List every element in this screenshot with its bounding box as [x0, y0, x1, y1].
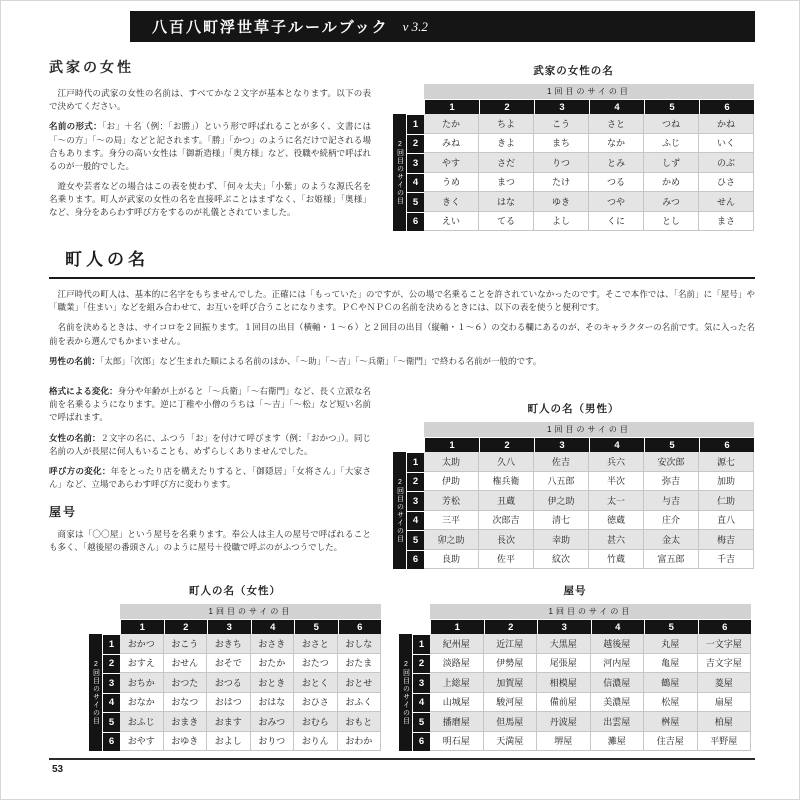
- dice-cell: くに: [589, 212, 644, 232]
- row-die-1: 1: [406, 114, 424, 134]
- dice-cell: たか: [424, 114, 479, 134]
- dice-cell: おそで: [207, 654, 251, 674]
- dice-cell: おはな: [251, 693, 295, 713]
- paragraph-text: 「太郎」「次郎」など生まれた順による名前のほか、「〜助」「〜吉」「〜兵衛」「〜衛門」で終わる名前が一般的です。: [100, 355, 542, 366]
- dice-cell: 近江屋: [484, 634, 538, 654]
- paragraph: 江戸時代の武家の女性の名前は、すべてかな２文字が基本となります。以下の表で決めてください。: [49, 88, 371, 112]
- column-die-6: 6: [338, 619, 382, 634]
- dice-cell: おしな: [338, 634, 382, 654]
- dice-cell: おはつ: [207, 693, 251, 713]
- dice-cell: およし: [207, 732, 251, 752]
- dice-cell: 伊勢屋: [484, 654, 538, 674]
- dice-table: [399, 604, 751, 751]
- column-die-2: 2: [479, 99, 534, 114]
- dice-cell: 菱屋: [698, 673, 752, 693]
- column-die-5: 5: [644, 99, 699, 114]
- dice-cell: 佐平: [479, 550, 534, 570]
- dice-cell: いく: [699, 134, 754, 154]
- dice-table: [393, 84, 754, 231]
- dice-cell: きよ: [479, 134, 534, 154]
- dice-cell: 伊助: [424, 472, 479, 492]
- dice-cell: 源七: [699, 452, 754, 472]
- column-die-1: 1: [430, 619, 484, 634]
- table-title: 屋号: [563, 585, 587, 597]
- dice-cell: おたま: [338, 654, 382, 674]
- row-die-2: 2: [406, 472, 424, 492]
- section-chonin-names: [49, 245, 755, 375]
- paragraph: 遊女や芸者などの場合はこの表を使わず、「何々太夫」「小紫」のような源氏名を名乗ります。町人が武家の女性の名を直接呼ぶことはまずなく、「お姫様」「奥様」など、身分をあらわす呼び方をするのが礼儀とされていました。: [49, 181, 371, 218]
- dice-cell: 越後屋: [591, 634, 645, 654]
- dice-cell: おたか: [251, 654, 295, 674]
- dice-cell: よし: [534, 212, 589, 232]
- dice-cell: 明石屋: [430, 732, 484, 752]
- dice-cell: おきち: [207, 634, 251, 654]
- dice-cell: おもと: [338, 712, 382, 732]
- dice-cell: 堺屋: [537, 732, 591, 752]
- dice-cell: てる: [479, 212, 534, 232]
- paragraph: [49, 465, 371, 491]
- dice-cell: 半次: [589, 472, 644, 492]
- dice-cell: 亀屋: [644, 654, 698, 674]
- dice-cell: みつ: [644, 192, 699, 212]
- dice-cell: おつた: [164, 673, 208, 693]
- paragraph-label: 女性の名前：: [49, 432, 101, 443]
- second-roll-header: 2回目のサイの目: [399, 634, 412, 751]
- column-die-6: 6: [699, 99, 754, 114]
- table-title: 町人の名（男性）: [527, 403, 620, 415]
- dice-cell: まち: [534, 134, 589, 154]
- column-die-3: 3: [534, 437, 589, 452]
- paragraph-label: 格式による変化：: [49, 386, 118, 396]
- row-die-4: 4: [102, 693, 120, 713]
- dice-cell: おやす: [120, 732, 164, 752]
- dice-cell: 佐吉: [534, 452, 589, 472]
- dice-table: [393, 422, 754, 569]
- dice-cell: おむら: [294, 712, 338, 732]
- second-roll-header: 2回目のサイの目: [393, 452, 406, 569]
- dice-cell: おちか: [120, 673, 164, 693]
- dice-cell: 八五郎: [534, 472, 589, 492]
- dice-cell: 天満屋: [484, 732, 538, 752]
- dice-cell: おりん: [294, 732, 338, 752]
- dice-cell: 三平: [424, 511, 479, 531]
- paragraph-text: ２文字の名に、ふつう「お」を付けて呼びます（例：「おかつ」）。同じ名前の人が長屋に何人もいることも、めずらしくありませんでした。: [49, 432, 371, 456]
- dice-cell: 伊之助: [534, 491, 589, 511]
- table-corner: [393, 99, 424, 114]
- column-die-5: 5: [644, 619, 698, 634]
- table-buke-women-names: [393, 63, 754, 231]
- row-die-6: 6: [406, 212, 424, 232]
- dice-cell: しず: [644, 153, 699, 173]
- table-corner: [399, 619, 430, 634]
- dice-cell: 良助: [424, 550, 479, 570]
- dice-cell: 丑蔵: [479, 491, 534, 511]
- dice-cell: ゆき: [534, 192, 589, 212]
- row-die-2: 2: [102, 654, 120, 674]
- dice-cell: 次郎吉: [479, 511, 534, 531]
- dice-cell: 平野屋: [698, 732, 752, 752]
- dice-cell: おゆき: [164, 732, 208, 752]
- dice-cell: 駿河屋: [484, 693, 538, 713]
- dice-cell: まさ: [699, 212, 754, 232]
- row-die-3: 3: [102, 673, 120, 693]
- row-die-3: 3: [412, 673, 430, 693]
- section-chonin-left-column: [49, 385, 371, 562]
- row-die-6: 6: [102, 732, 120, 752]
- dice-cell: おみつ: [251, 712, 295, 732]
- column-die-3: 3: [537, 619, 591, 634]
- dice-cell: おふく: [338, 693, 382, 713]
- dice-cell: のぶ: [699, 153, 754, 173]
- dice-cell: 尾張屋: [537, 654, 591, 674]
- dice-cell: 河内屋: [591, 654, 645, 674]
- table-title: 町人の名（女性）: [189, 585, 281, 597]
- dice-cell: 出雲屋: [591, 712, 645, 732]
- dice-cell: 金太: [644, 530, 699, 550]
- dice-cell: おさと: [294, 634, 338, 654]
- dice-cell: とし: [644, 212, 699, 232]
- dice-cell: 柏屋: [698, 712, 752, 732]
- dice-cell: おなか: [120, 693, 164, 713]
- row-die-5: 5: [406, 192, 424, 212]
- first-roll-header: 1回目のサイの目: [430, 604, 751, 619]
- dice-cell: かね: [699, 114, 754, 134]
- dice-cell: 一文字屋: [698, 634, 752, 654]
- dice-cell: 大黒屋: [537, 634, 591, 654]
- dice-cell: 幸助: [534, 530, 589, 550]
- dice-cell: かめ: [644, 173, 699, 193]
- dice-cell: おさき: [251, 634, 295, 654]
- table-title: 武家の女性の名: [533, 65, 614, 77]
- paragraph: 江戸時代の町人は、基本的に名字をもちませんでした。正確には「もっていた」のですが、公の場で名乗ることを許されていなかったのです。そこで本作では、「名前」に「屋号」や「職業」「住まい」などを組み合わせて、お互いを呼び合うことになります。ＰＣやＮＰＣの名前を決めるときには、以下の表を使うと便利です。: [49, 289, 755, 313]
- column-die-4: 4: [251, 619, 295, 634]
- dice-cell: たけ: [534, 173, 589, 193]
- row-die-2: 2: [406, 134, 424, 154]
- dice-cell: 淡路屋: [430, 654, 484, 674]
- column-die-2: 2: [164, 619, 208, 634]
- dice-cell: やす: [424, 153, 479, 173]
- dice-cell: 上総屋: [430, 673, 484, 693]
- table-corner: [89, 604, 120, 619]
- dice-cell: 鶴屋: [644, 673, 698, 693]
- dice-cell: 仁助: [699, 491, 754, 511]
- dice-cell: つる: [589, 173, 644, 193]
- row-die-4: 4: [406, 511, 424, 531]
- column-die-2: 2: [484, 619, 538, 634]
- row-die-3: 3: [406, 491, 424, 511]
- dice-cell: とみ: [589, 153, 644, 173]
- row-die-6: 6: [406, 550, 424, 570]
- dice-cell: 松屋: [644, 693, 698, 713]
- dice-cell: 桝屋: [644, 712, 698, 732]
- row-die-2: 2: [412, 654, 430, 674]
- dice-cell: ひさ: [699, 173, 754, 193]
- dice-cell: おわか: [338, 732, 382, 752]
- dice-cell: 安次郎: [644, 452, 699, 472]
- row-die-1: 1: [102, 634, 120, 654]
- dice-cell: 丸屋: [644, 634, 698, 654]
- row-die-1: 1: [406, 452, 424, 472]
- heading-yago: 屋号: [49, 505, 78, 520]
- table-yago: [399, 583, 751, 751]
- dice-cell: 長次: [479, 530, 534, 550]
- dice-cell: おたつ: [294, 654, 338, 674]
- paragraph: 商家は「〇〇屋」という屋号を名乗ります。奉公人は主人の屋号で呼ばれることも多く、「越後屋の番頭さん」のように屋号＋役職で呼ぶのがふつうでした。: [49, 529, 371, 553]
- column-die-4: 4: [589, 99, 644, 114]
- dice-cell: 庄介: [644, 511, 699, 531]
- row-die-1: 1: [412, 634, 430, 654]
- column-die-5: 5: [294, 619, 338, 634]
- column-die-2: 2: [479, 437, 534, 452]
- dice-cell: うめ: [424, 173, 479, 193]
- dice-cell: りつ: [534, 153, 589, 173]
- dice-cell: 清七: [534, 511, 589, 531]
- first-roll-header: 1回目のサイの目: [424, 84, 754, 99]
- dice-cell: さと: [589, 114, 644, 134]
- dice-cell: おとせ: [338, 673, 382, 693]
- heading-buke-women: 武家の女性: [49, 59, 134, 75]
- footer-rule: [49, 758, 755, 760]
- column-die-1: 1: [424, 437, 479, 452]
- paragraph-label: 呼び方の変化：: [49, 465, 111, 476]
- dice-cell: おりつ: [251, 732, 295, 752]
- row-die-5: 5: [102, 712, 120, 732]
- dice-cell: 富五郎: [644, 550, 699, 570]
- column-die-5: 5: [644, 437, 699, 452]
- first-roll-header: 1回目のサイの目: [424, 422, 754, 437]
- dice-cell: おなつ: [164, 693, 208, 713]
- dice-cell: 扇屋: [698, 693, 752, 713]
- row-die-3: 3: [406, 153, 424, 173]
- dice-cell: 与吉: [644, 491, 699, 511]
- dice-cell: 直八: [699, 511, 754, 531]
- first-roll-header: 1回目のサイの目: [120, 604, 381, 619]
- paragraph-text: 「お」＋名（例：「お勝」）という形で呼ばれることが多く、文書には「〜の方」「〜の局」などと記されます。「勝」「かつ」のように名だけで記される場合もあります。身分の高い女性は「御新造様」「奥方様」など、役職や続柄で呼ばれるのが一般的でした。: [49, 121, 371, 171]
- dice-cell: おまき: [164, 712, 208, 732]
- row-die-4: 4: [412, 693, 430, 713]
- dice-cell: 竹蔵: [589, 550, 644, 570]
- dice-cell: 吉文字屋: [698, 654, 752, 674]
- row-die-4: 4: [406, 173, 424, 193]
- dice-cell: はな: [479, 192, 534, 212]
- table-chonin-male-names: [393, 401, 754, 569]
- dice-cell: なか: [589, 134, 644, 154]
- table-chonin-female-names: [89, 583, 381, 751]
- dice-cell: おすえ: [120, 654, 164, 674]
- column-die-4: 4: [591, 619, 645, 634]
- dice-cell: おせん: [164, 654, 208, 674]
- dice-cell: おかつ: [120, 634, 164, 654]
- dice-cell: 但馬屋: [484, 712, 538, 732]
- dice-cell: せん: [699, 192, 754, 212]
- second-roll-header: 2回目のサイの目: [89, 634, 102, 751]
- paragraph: 名前を決めるときは、サイコロを２回振ります。１回目の出目（横軸・１〜６）と２回目の出目（縦軸・１〜６）の交わる欄にあるのが、そのキャラクターの名前です。気に入った名前を表から選んでもかまいません。: [49, 322, 755, 346]
- dice-cell: みね: [424, 134, 479, 154]
- column-die-3: 3: [207, 619, 251, 634]
- table-corner: [399, 604, 430, 619]
- dice-cell: ちよ: [479, 114, 534, 134]
- dice-cell: ふじ: [644, 134, 699, 154]
- heading-chonin-names: 町人の名: [49, 245, 755, 279]
- dice-cell: 住吉屋: [644, 732, 698, 752]
- dice-cell: 加助: [699, 472, 754, 492]
- paragraph-label: 名前の形式：: [49, 121, 102, 132]
- page-number: 53: [52, 764, 64, 775]
- column-die-6: 6: [699, 437, 754, 452]
- dice-cell: えい: [424, 212, 479, 232]
- dice-cell: こう: [534, 114, 589, 134]
- dice-cell: 徳蔵: [589, 511, 644, 531]
- dice-cell: きく: [424, 192, 479, 212]
- dice-cell: 美濃屋: [591, 693, 645, 713]
- column-die-1: 1: [424, 99, 479, 114]
- dice-cell: 灘屋: [591, 732, 645, 752]
- dice-cell: 備前屋: [537, 693, 591, 713]
- dice-cell: 久八: [479, 452, 534, 472]
- paragraph: [49, 385, 371, 425]
- dice-cell: おつる: [207, 673, 251, 693]
- dice-cell: おとき: [251, 673, 295, 693]
- dice-cell: おとく: [294, 673, 338, 693]
- dice-cell: 卯之助: [424, 530, 479, 550]
- dice-cell: 千吉: [699, 550, 754, 570]
- section-buke-women: [49, 57, 371, 227]
- paragraph-label: 男性の名前：: [49, 355, 101, 366]
- dice-cell: 丹波屋: [537, 712, 591, 732]
- dice-cell: 信濃屋: [591, 673, 645, 693]
- dice-cell: 甚六: [589, 530, 644, 550]
- dice-cell: 播磨屋: [430, 712, 484, 732]
- dice-cell: 山城屋: [430, 693, 484, 713]
- column-die-1: 1: [120, 619, 164, 634]
- table-corner: [393, 437, 424, 452]
- book-version: v 3.2: [402, 18, 428, 34]
- dice-cell: 加賀屋: [484, 673, 538, 693]
- dice-cell: 紀州屋: [430, 634, 484, 654]
- second-roll-header: 2回目のサイの目: [393, 114, 406, 231]
- dice-cell: 紋次: [534, 550, 589, 570]
- dice-cell: つや: [589, 192, 644, 212]
- dice-cell: 弥吉: [644, 472, 699, 492]
- paragraph: [49, 432, 371, 458]
- dice-cell: 梅吉: [699, 530, 754, 550]
- paragraph: [49, 355, 755, 368]
- dice-cell: 芳松: [424, 491, 479, 511]
- paragraph-text: 年をとったり店を構えたりすると、「御隠居」「女将さん」「大家さん」など、立場であらわす呼び方に変わります。: [49, 465, 371, 490]
- book-title: 八百八町浮世草子ルールブック: [152, 19, 389, 36]
- dice-cell: おふじ: [120, 712, 164, 732]
- row-die-5: 5: [412, 712, 430, 732]
- dice-cell: まつ: [479, 173, 534, 193]
- paragraph: [49, 120, 371, 173]
- dice-cell: おひさ: [294, 693, 338, 713]
- dice-cell: 太助: [424, 452, 479, 472]
- column-die-6: 6: [698, 619, 752, 634]
- dice-cell: 兵六: [589, 452, 644, 472]
- dice-cell: おこう: [164, 634, 208, 654]
- dice-cell: さだ: [479, 153, 534, 173]
- dice-cell: 権兵衛: [479, 472, 534, 492]
- dice-cell: 相模屋: [537, 673, 591, 693]
- table-corner: [393, 422, 424, 437]
- dice-table: [89, 604, 381, 751]
- row-die-6: 6: [412, 732, 430, 752]
- column-die-3: 3: [534, 99, 589, 114]
- table-corner: [393, 84, 424, 99]
- table-corner: [89, 619, 120, 634]
- dice-cell: おます: [207, 712, 251, 732]
- column-die-4: 4: [589, 437, 644, 452]
- paragraph-text: 身分や年齢が上がると「〜兵衛」「〜右衛門」など、長く立派な名前を名乗るようになります。逆に丁稚や小僧のうちは「〜吉」「〜松」など短い名前で呼ばれます。: [49, 386, 371, 423]
- row-die-5: 5: [406, 530, 424, 550]
- dice-cell: つね: [644, 114, 699, 134]
- dice-cell: 太一: [589, 491, 644, 511]
- title-bar: [130, 11, 755, 42]
